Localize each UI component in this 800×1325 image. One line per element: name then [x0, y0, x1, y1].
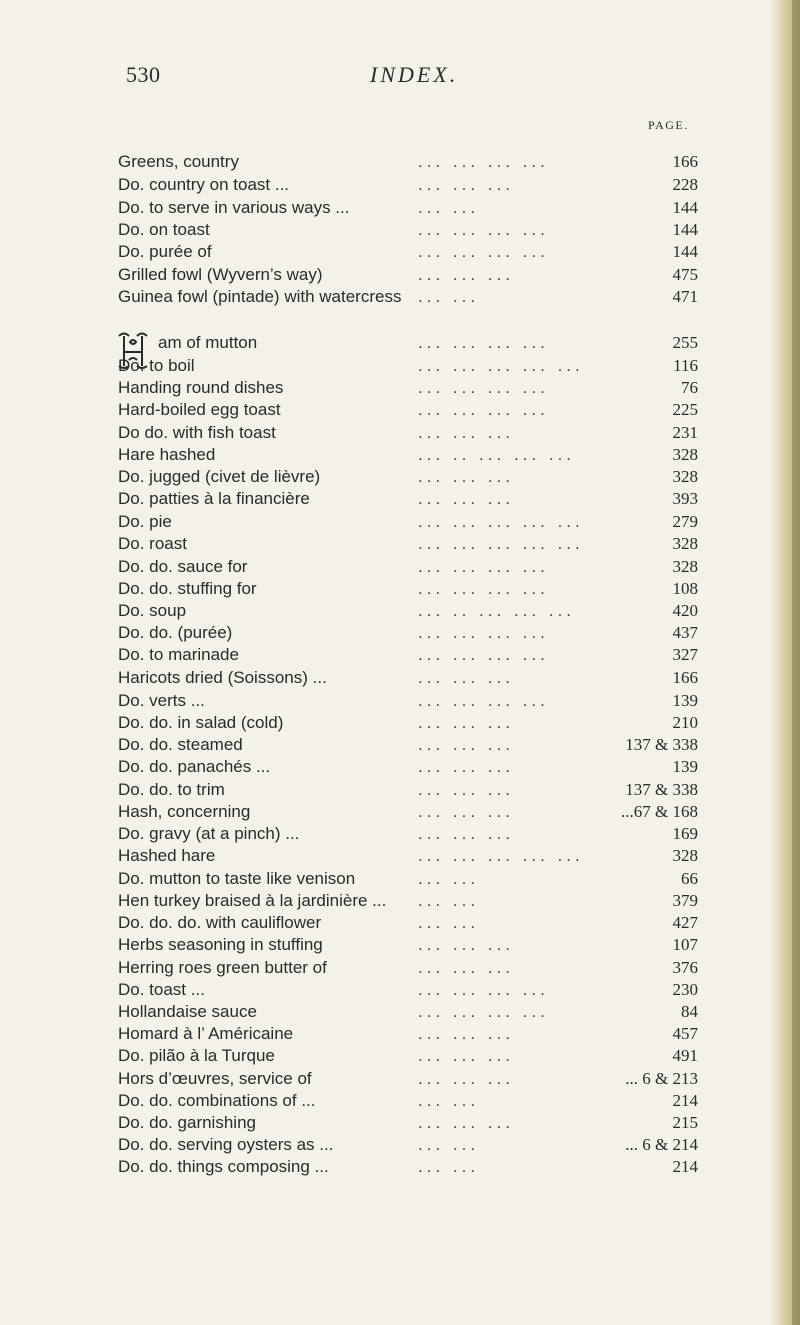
entry-leader-dots: ... ... ...	[418, 175, 514, 194]
entry-text: Hare hashed	[118, 445, 216, 464]
entry-leader-dots: ... ... ... ... ...	[418, 846, 584, 865]
entry-leader-dots: ... ... ...	[418, 265, 514, 284]
index-entry	[118, 756, 698, 778]
entry-text: Do. do. in salad (cold)	[118, 713, 284, 732]
entry-leader-dots: ... ... ... ...	[418, 623, 549, 642]
entry-page: 328	[672, 534, 698, 553]
entry-leader-dots: ... ...	[418, 1157, 480, 1176]
entry-text: Do. to serve in various ways ...	[118, 198, 350, 217]
entry-page: 169	[672, 824, 698, 843]
entry-leader-dots: ... ... ... ...	[418, 152, 549, 171]
index-entry	[118, 1156, 698, 1178]
index-entry	[118, 174, 698, 196]
entry-leader-dots: ... ...	[418, 198, 480, 217]
entry-text: Herbs seasoning in stuffing	[118, 935, 323, 954]
entry-leader-dots: ... ... ...	[418, 1046, 514, 1065]
entry-text: Hen turkey braised à la jardinière ...	[118, 891, 387, 910]
page-number: 530	[126, 62, 161, 87]
entry-leader-dots: ... ... ...	[418, 824, 514, 843]
entry-page: 255	[672, 333, 698, 352]
entry-leader-dots: ... ... ... ...	[418, 400, 549, 419]
entry-text: Haricots dried (Soissons) ...	[118, 668, 327, 687]
entry-leader-dots: ... ... ...	[418, 802, 514, 821]
entry-leader-dots: ... ... ... ...	[418, 557, 549, 576]
index-entry	[118, 1068, 698, 1090]
entry-text: Do. to boil	[118, 356, 195, 375]
entry-text: Do. gravy (at a pinch) ...	[118, 824, 300, 843]
entry-page: 107	[672, 935, 698, 954]
entry-page: 327	[672, 645, 698, 664]
index-entry	[118, 511, 698, 533]
entry-leader-dots: ... ... ...	[418, 935, 514, 954]
entry-text: Hash, concerning	[118, 802, 251, 821]
entry-page: 228	[672, 175, 698, 194]
index-entry	[118, 241, 698, 263]
entry-page: 210	[672, 713, 698, 732]
index-entry	[118, 934, 698, 956]
entry-leader-dots: ... ...	[418, 1091, 480, 1110]
entry-text: Do. jugged (civet de lièvre)	[118, 467, 321, 486]
entry-leader-dots: ... ... ... ...	[418, 333, 549, 352]
entry-text: Do do. with fish toast	[118, 423, 276, 442]
entry-page: 475	[672, 265, 698, 284]
index-entry	[118, 377, 698, 399]
entry-page: 214	[672, 1091, 698, 1110]
index-entry	[118, 600, 698, 622]
entry-text: Do. toast ...	[118, 980, 205, 999]
index-entry	[118, 533, 698, 555]
index-entry	[118, 466, 698, 488]
index-entry	[118, 1090, 698, 1112]
entry-text: Do. patties à la financière	[118, 489, 310, 508]
index-entry	[118, 1023, 698, 1045]
entry-page: 420	[672, 601, 698, 620]
entry-page: 144	[672, 242, 698, 261]
entry-page: 166	[672, 668, 698, 687]
entry-text: am of mutton	[158, 333, 258, 352]
entry-leader-dots: ... ... ...	[418, 467, 514, 486]
index-entry	[118, 957, 698, 979]
entry-leader-dots: ... ...	[418, 287, 480, 306]
page-header	[126, 62, 686, 94]
entry-page: 376	[672, 958, 698, 977]
entry-text: Hollandaise sauce	[118, 1002, 257, 1021]
entry-leader-dots: ... ... ...	[418, 1024, 514, 1043]
entry-leader-dots: ... ... ... ...	[418, 691, 549, 710]
entry-text: Do. mutton to taste like venison	[118, 869, 356, 888]
index-entry	[118, 1134, 698, 1156]
entry-page: 139	[672, 691, 698, 710]
entry-leader-dots: ... ... ...	[418, 1113, 514, 1132]
entry-page: 379	[672, 891, 698, 910]
entry-text: Homard à l’ Américaine	[118, 1024, 294, 1043]
entry-text: Do. verts ...	[118, 691, 205, 710]
entry-text: Grilled fowl (Wyvern’s way)	[118, 265, 323, 284]
entry-leader-dots: ... ... ... ...	[418, 1002, 549, 1021]
entry-text: Handing round dishes	[118, 378, 284, 397]
index-entry	[118, 151, 698, 173]
entry-leader-dots: ... ... ... ... ...	[418, 534, 584, 553]
page-edge-dark	[792, 0, 800, 1325]
entry-page: 66	[681, 869, 698, 888]
entry-page: 144	[672, 198, 698, 217]
entry-page: 457	[672, 1024, 698, 1043]
entry-page: 215	[672, 1113, 698, 1132]
index-entry	[118, 979, 698, 1001]
entry-page: 225	[672, 400, 698, 419]
entry-page: 328	[672, 557, 698, 576]
entry-text: Herring roes green butter of	[118, 958, 327, 977]
entry-page: 144	[672, 220, 698, 239]
entry-page: ...67 & 168	[621, 802, 698, 821]
index-entry	[118, 845, 698, 867]
index-entry	[118, 1045, 698, 1067]
index-entry	[118, 667, 698, 689]
index-entry	[118, 219, 698, 241]
entry-text: Do. do. sauce for	[118, 557, 248, 576]
entry-leader-dots: ... ... ... ...	[418, 579, 549, 598]
entry-page: 328	[672, 445, 698, 464]
entry-leader-dots: ... ...	[418, 891, 480, 910]
entry-text: Greens, country	[118, 152, 239, 171]
index-entry	[118, 779, 698, 801]
entry-text: Do. roast	[118, 534, 187, 553]
entry-page: 471	[672, 287, 698, 306]
entry-page: 230	[672, 980, 698, 999]
entry-leader-dots: ... ... ... ...	[418, 378, 549, 397]
entry-page: 76	[681, 378, 698, 397]
index-entry	[118, 1001, 698, 1023]
entry-leader-dots: ... ...	[418, 913, 480, 932]
entry-text: Do. country on toast ...	[118, 175, 290, 194]
entry-leader-dots: ... ... ...	[418, 1069, 514, 1088]
entry-text: Hors d’œuvres, service of	[118, 1069, 312, 1088]
entry-text: Do. on toast	[118, 220, 210, 239]
entry-page: 166	[672, 152, 698, 171]
entry-page: 231	[672, 423, 698, 442]
index-entry	[118, 399, 698, 421]
entry-page: ... 6 & 213	[625, 1069, 698, 1088]
index-entry	[118, 197, 698, 219]
entry-leader-dots: ... .. ... ... ...	[418, 601, 576, 620]
entry-page: 137 & 338	[625, 780, 698, 799]
entry-text: Do. pie	[118, 512, 172, 531]
entry-page: 437	[672, 623, 698, 642]
index-entry	[118, 556, 698, 578]
entry-leader-dots: ... ... ...	[418, 780, 514, 799]
entry-text: Do. to marinade	[118, 645, 239, 664]
entry-leader-dots: ... ... ... ...	[418, 645, 549, 664]
index-entry	[118, 355, 698, 377]
entry-leader-dots: ... ... ... ... ...	[418, 356, 584, 375]
entry-leader-dots: ... ...	[418, 869, 480, 888]
index-entry	[118, 734, 698, 756]
index-entry	[118, 264, 698, 286]
entry-leader-dots: ... ... ... ...	[418, 220, 549, 239]
entry-text: Do. do. to trim	[118, 780, 225, 799]
entry-page: 279	[672, 512, 698, 531]
index-entry	[118, 801, 698, 823]
entry-text: Do. pilão à la Turque	[118, 1046, 275, 1065]
index-entry	[118, 332, 698, 354]
entry-leader-dots: ... ... ... ...	[418, 980, 549, 999]
index-entry	[118, 1112, 698, 1134]
entry-text: Do. do. steamed	[118, 735, 243, 754]
index-entry	[118, 644, 698, 666]
entry-leader-dots: ... .. ... ... ...	[418, 445, 576, 464]
index-entry	[118, 286, 698, 308]
entry-text: Hashed hare	[118, 846, 216, 865]
entry-text: Do. soup	[118, 601, 187, 620]
entry-text: Do. do. things composing ...	[118, 1157, 329, 1176]
index-entry	[118, 444, 698, 466]
entry-leader-dots: ... ... ... ... ...	[418, 512, 584, 531]
index-entry	[118, 890, 698, 912]
entry-page: 491	[672, 1046, 698, 1065]
entry-page: 137 & 338	[625, 735, 698, 754]
entry-page: 84	[681, 1002, 698, 1021]
entry-leader-dots: ... ... ...	[418, 958, 514, 977]
entry-text: Guinea fowl (pintade) with watercress	[118, 287, 402, 306]
entry-text: Do. do. (purée)	[118, 623, 233, 642]
index-entry	[118, 622, 698, 644]
index-entry	[118, 912, 698, 934]
entry-page: ... 6 & 214	[625, 1135, 698, 1154]
entry-leader-dots: ... ... ...	[418, 713, 514, 732]
index-entry	[118, 488, 698, 510]
entry-leader-dots: ... ... ...	[418, 489, 514, 508]
entry-leader-dots: ... ... ...	[418, 735, 514, 754]
entry-page: 393	[672, 489, 698, 508]
entry-text: Hard-boiled egg toast	[118, 400, 281, 419]
index-entry	[118, 690, 698, 712]
entry-page: 328	[672, 467, 698, 486]
entry-page: 328	[672, 846, 698, 865]
index-entry	[118, 578, 698, 600]
entry-leader-dots: ... ... ... ...	[418, 242, 549, 261]
entry-text: Do. do. garnishing	[118, 1113, 256, 1132]
entry-leader-dots: ... ... ...	[418, 668, 514, 687]
entry-text: Do. do. stuffing for	[118, 579, 257, 598]
index-entry	[118, 712, 698, 734]
entry-page: 108	[672, 579, 698, 598]
entry-leader-dots: ... ... ...	[418, 757, 514, 776]
entry-text: Do. do. serving oysters as ...	[118, 1135, 334, 1154]
entry-text: Do. do. combinations of ...	[118, 1091, 316, 1110]
entry-text: Do. do. do. with cauliflower	[118, 913, 322, 932]
entry-leader-dots: ... ... ...	[418, 423, 514, 442]
entry-page: 427	[672, 913, 698, 932]
entry-page: 139	[672, 757, 698, 776]
entry-leader-dots: ... ...	[418, 1135, 480, 1154]
entry-text: Do. do. panachés ...	[118, 757, 271, 776]
entry-page: 214	[672, 1157, 698, 1176]
index-entry	[118, 422, 698, 444]
entry-text: Do. purée of	[118, 242, 212, 261]
page-column-heading: PAGE.	[648, 118, 689, 132]
entry-page: 116	[673, 356, 698, 375]
index-entry	[118, 868, 698, 890]
running-title: INDEX.	[370, 62, 459, 87]
index-entry	[118, 823, 698, 845]
